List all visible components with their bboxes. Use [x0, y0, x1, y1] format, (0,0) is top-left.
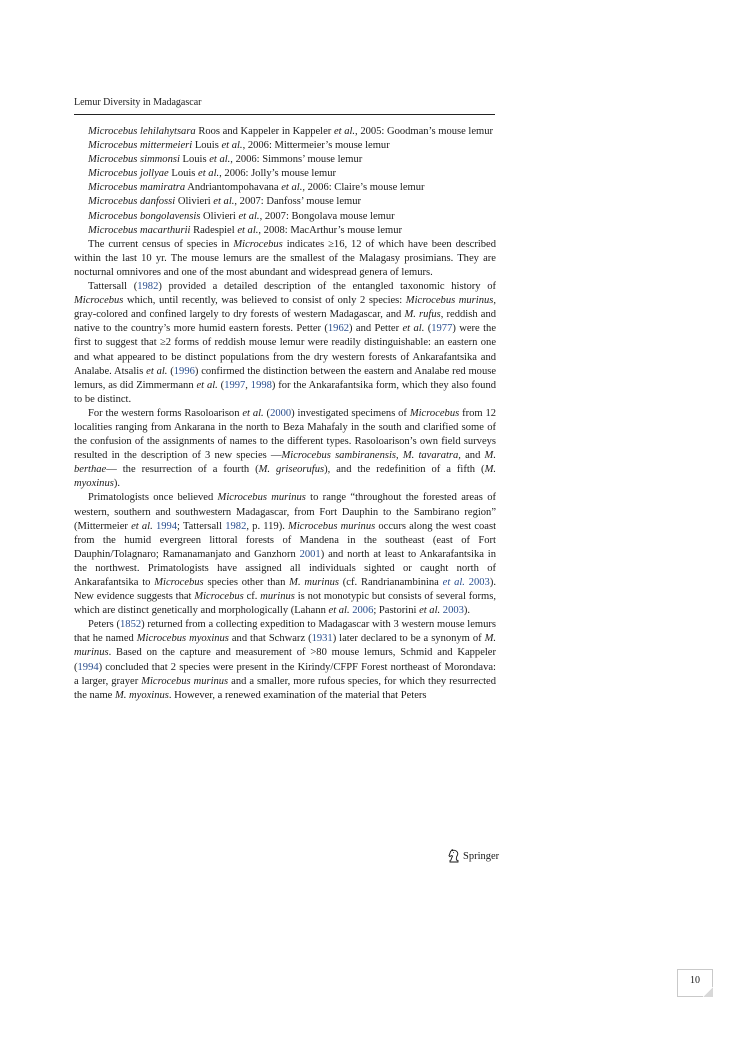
text-run: — the resurrection of a fourth (: [106, 464, 259, 476]
page-curl-corner: [703, 987, 713, 997]
citation-link[interactable]: 2003: [442, 605, 464, 617]
citation-link[interactable]: 1977: [431, 323, 453, 335]
italic-run: M. griseorufus: [258, 464, 325, 476]
citation-link[interactable]: 1994: [77, 661, 99, 673]
italic-run: et al.: [131, 520, 153, 532]
italic-run: M. rufus: [404, 309, 441, 321]
text-run: For the western forms Rasoloarison: [88, 407, 243, 419]
text-run: ) and Petter: [349, 323, 403, 335]
italic-run: Microcebus murinus: [288, 520, 376, 532]
italic-run: Microcebus: [154, 577, 204, 588]
species-name: Microcebus mittermeieri: [88, 140, 193, 152]
species-name: Microcebus mamiratra: [88, 182, 186, 194]
species-authority: Louis: [171, 168, 199, 180]
citation-link[interactable]: et al.: [442, 577, 465, 588]
italic-run: M. myoxinus: [74, 464, 496, 490]
et-al: et al.,: [281, 182, 305, 194]
italic-run: et al.: [402, 323, 425, 335]
species-name: Microcebus jollyae: [88, 168, 169, 180]
paragraph: [74, 491, 496, 618]
et-al: et al.: [198, 168, 220, 180]
text-run: Peters (: [88, 619, 121, 631]
springer-chess-knight-icon: [448, 849, 460, 863]
et-al: et al.: [238, 210, 260, 222]
text-run: ).: [113, 478, 120, 490]
species-entry: [88, 125, 496, 139]
citation-link[interactable]: 1996: [173, 365, 195, 377]
text-run: , reddish and native to the country’s more humid eastern forests. Petter (: [74, 309, 497, 335]
species-list: [74, 125, 496, 238]
italic-run: et al.: [146, 365, 168, 377]
citation-link[interactable]: 2001: [299, 548, 321, 560]
citation-link[interactable]: 2003: [468, 577, 490, 588]
text-run: species other than: [203, 577, 290, 588]
italic-run: M. myoxinus: [115, 689, 169, 701]
text-run: . However, a renewed examination of the material that Peters: [168, 689, 427, 701]
species-entry: [88, 210, 496, 224]
species-name: Microcebus lehilahytsara: [88, 126, 196, 137]
species-authority: Radespiel: [193, 224, 238, 236]
species-common-name: , 2006: Mittermeier’s mouse lemur: [242, 140, 390, 152]
text-run: , gray-colored and confined largely to dry forests of western Madagascar, and: [74, 295, 496, 321]
page-number: 10: [690, 975, 700, 986]
species-entry: [88, 195, 496, 209]
text-run: from 12 localities ranging from Ankarana in the north to Beza Mahafaly in the south and clarified some of the confusion of the assignments of names to the different types. Rasoloarison’s own field surveys resulted in the description of 3 new species —: [74, 407, 496, 462]
italic-run: Microcebus: [74, 295, 124, 307]
text-run: ) returned from a collecting expedition to Madagascar with 3 western mouse lemurs that he named: [74, 619, 496, 645]
italic-run: Microcebus murinus: [405, 295, 494, 307]
text-run: ) confirmed the distinction between the eastern and Analabe red mouse lemurs, as did Zimmermann: [74, 365, 497, 391]
text-run: , p. 119).: [246, 520, 289, 532]
species-name: Microcebus danfossi: [88, 196, 176, 208]
italic-run: et al.: [328, 605, 350, 617]
italic-run: et al.: [196, 379, 218, 391]
citation-link[interactable]: 1998: [250, 379, 272, 391]
page-number-box: [677, 969, 713, 997]
italic-run: Microcebus murinus: [141, 675, 229, 687]
paragraph: [74, 407, 496, 492]
italic-run: et al.: [419, 605, 441, 617]
species-common-name: 2006: Claire’s mouse lemur: [304, 182, 425, 194]
species-name: Microcebus macarthurii: [88, 224, 191, 236]
et-al: et al.: [213, 196, 235, 208]
species-authority: Roos and Kappeler in Kappeler: [198, 126, 334, 137]
species-common-name: , 2007: Danfoss’ mouse lemur: [234, 196, 362, 208]
species-authority: Olivieri: [203, 210, 239, 222]
species-name: Microcebus simmonsi: [88, 154, 180, 166]
text-run: ). New evidence suggests that: [74, 577, 496, 603]
text-run: Tattersall (: [88, 281, 138, 293]
text-run: (cf. Randrianambinina: [338, 577, 443, 588]
publisher-logo: [448, 849, 499, 863]
text-run: (: [424, 323, 432, 335]
article-body: [74, 125, 496, 703]
text-run: cf.: [243, 591, 261, 603]
citation-link[interactable]: 1994: [155, 520, 178, 532]
citation-link[interactable]: 1962: [327, 323, 349, 335]
text-run: Primatologists once believed: [88, 492, 218, 504]
text-run: and that Schwarz (: [228, 633, 312, 645]
text-run: ) for the Ankarafantsika form, which they also found to be distinct.: [74, 379, 497, 405]
publisher-name: Springer: [463, 850, 500, 862]
citation-link[interactable]: 1982: [137, 281, 159, 293]
text-run: The current census of species in: [88, 238, 234, 250]
italic-run: Microcebus: [409, 407, 460, 419]
text-run: indicates ≥16, 12 of which have been described within the last 10 yr. The mouse lemurs are the smallest of the Malagasy prosimians. They are nocturnal omnivores and one of the most abundant and widespread genera of lemurs.: [74, 238, 496, 278]
text-run: (: [217, 379, 225, 391]
text-run: ,: [396, 450, 403, 462]
text-run: ) later declared to be a synonym of: [332, 633, 485, 645]
text-run: ) provided a detailed description of the entangled taxonomic history of: [158, 281, 496, 293]
text-run: and: [460, 450, 485, 462]
citation-link[interactable]: 1997: [224, 379, 246, 391]
text-run: . Based on the capture and measurement of >80 mouse lemurs, Schmid and Kappeler (: [74, 647, 496, 673]
text-run: (: [263, 407, 271, 419]
et-al: et al.: [333, 126, 356, 137]
species-authority: Louis: [194, 140, 222, 152]
et-al: et al.: [209, 154, 231, 166]
text-run: ; Tattersall: [177, 520, 226, 532]
species-authority: Louis: [182, 154, 210, 166]
citation-link[interactable]: 1931: [311, 633, 333, 645]
text-run: ; Pastorini: [373, 605, 420, 617]
italic-run: murinus: [260, 591, 295, 603]
citation-link[interactable]: 1852: [120, 619, 142, 631]
paragraph: [74, 280, 496, 407]
italic-run: Microcebus: [194, 591, 244, 603]
et-al: et al.: [221, 140, 243, 152]
text-run: which, until recently, was believed to consist of only 2 species:: [123, 295, 406, 307]
species-entry: [88, 153, 496, 167]
species-authority: Olivieri: [177, 196, 214, 208]
italic-run: Microcebus sambiranensis: [281, 450, 397, 462]
italic-run: et al.: [242, 407, 264, 419]
paragraph: [74, 618, 496, 703]
species-common-name: , 2006: Jolly’s mouse lemur: [219, 168, 337, 180]
italic-run: Microcebus myoxinus: [136, 633, 229, 645]
italic-run: Microcebus murinus: [217, 492, 306, 504]
italic-run: M. berthae: [74, 450, 496, 476]
italic-run: Microcebus: [233, 238, 283, 250]
text-run: ) investigated specimens of: [291, 407, 410, 419]
text-run: (: [167, 365, 174, 377]
species-common-name: , 2008: MacArthur’s mouse lemur: [258, 224, 403, 236]
species-common-name: , 2007: Bongolava mouse lemur: [259, 210, 395, 222]
text-run: ) were the first to suggest that ≥2 forms of reddish mouse lemur were readily distinguishable: an eastern one and what appeared to be distinct populations from the dry western forests of Ankarafantsika and Analabe. Atsalis: [74, 323, 496, 377]
citation-link[interactable]: 2000: [270, 407, 292, 419]
text-run: ) and north at least to Ankarafantsika in the northwest. Primatologists have assigned all individuals sighted or caught north of Ankarafantsika to: [74, 548, 496, 588]
species-entry: [88, 181, 496, 195]
species-name: Microcebus bongolavensis: [88, 210, 201, 222]
header-rule: [74, 114, 495, 115]
species-entry: [88, 167, 496, 181]
text-run: ), and the redefinition of a fifth (: [324, 464, 485, 476]
paragraph: [74, 238, 496, 280]
species-entry: [88, 224, 496, 238]
species-common-name: , 2006: Simmons’ mouse lemur: [230, 154, 363, 166]
citation-link[interactable]: 1982: [225, 520, 247, 532]
italic-run: M. tavaratra,: [402, 450, 461, 462]
text-run: ,: [245, 379, 251, 391]
text-run: occurs along the west coast from the humid evergreen littoral forests of Mandena in the southeast (east of Fort Dauphin/Tolagnaro; Ramanamanjato and Ganzhorn: [74, 520, 497, 560]
running-title: Lemur Diversity in Madagascar: [74, 97, 202, 108]
italic-run: M. murinus: [74, 633, 496, 659]
text-run: and a smaller, more rufous species, for which they resurrected the name: [74, 675, 496, 701]
citation-link[interactable]: 2006: [352, 605, 374, 617]
text-run: ).: [463, 605, 471, 617]
species-common-name: , 2005: Goodman’s mouse lemur: [355, 126, 494, 137]
text-run: ) concluded that 2 species were present in the Kirindy/CFPF Forest northeast of Morondava: a larger, grayer: [74, 661, 496, 687]
text-run: to range “throughout the forested areas of western, southern and southwestern Madagascar, from Fort Dauphin to the Sambirano region” (Mittermeier: [74, 492, 496, 532]
et-al: et al.: [237, 224, 259, 236]
text-run: is not monotypic but consists of several forms, which are distinct genetically and morphologically (Lahann: [74, 591, 496, 617]
species-entry: [88, 139, 496, 153]
italic-run: M. murinus: [289, 577, 339, 588]
species-authority: Andriantompohavana: [187, 182, 282, 194]
